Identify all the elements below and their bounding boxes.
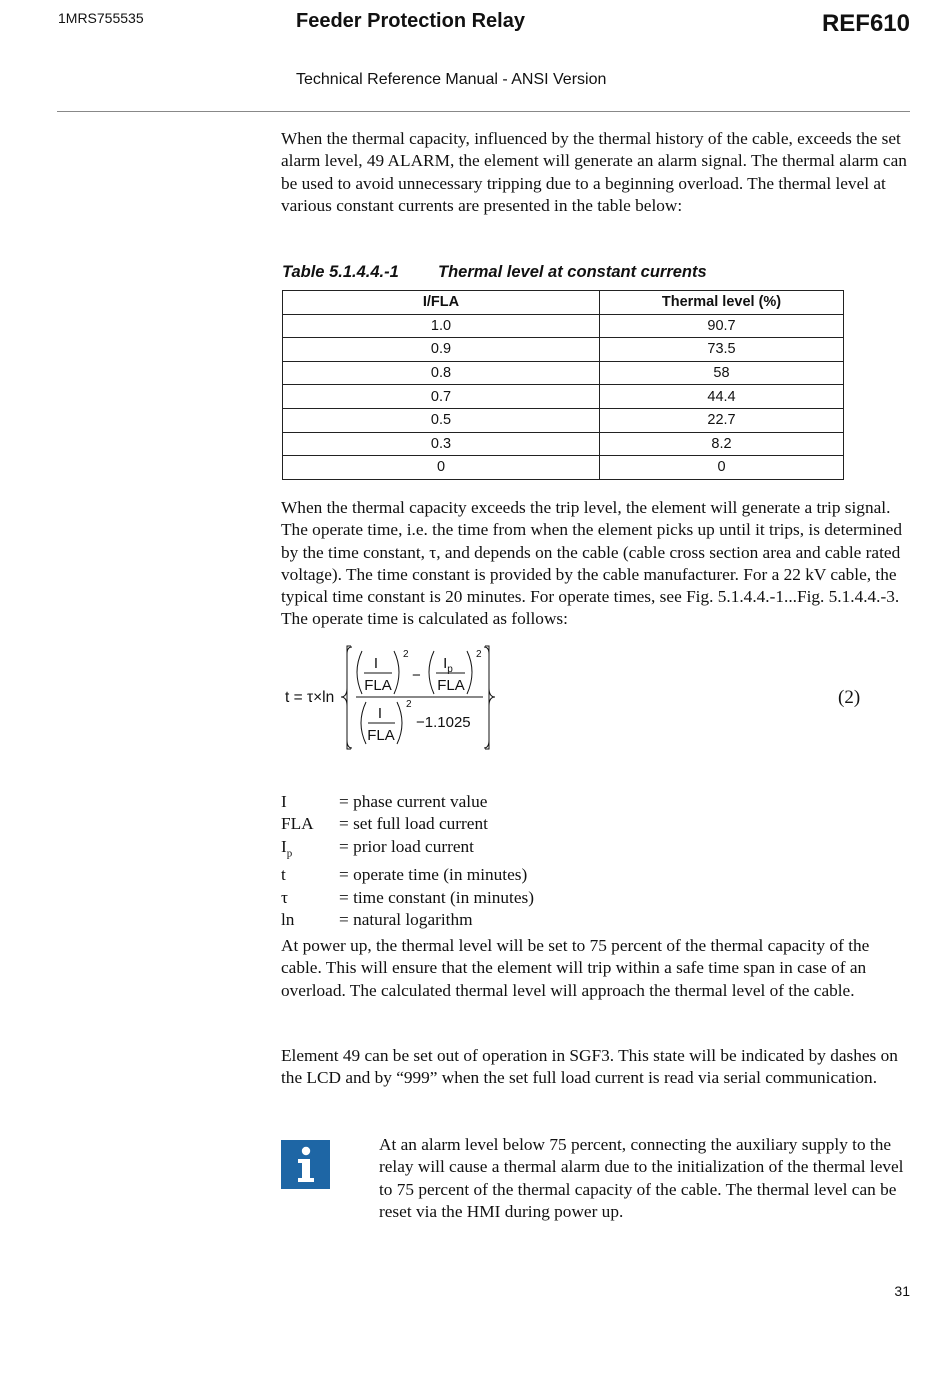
- page-number: 31: [894, 1283, 910, 1299]
- operate-time-equation: [280, 640, 510, 755]
- table-cell: 0.7: [283, 385, 600, 409]
- table-header-row: [283, 291, 844, 315]
- eq-num-exp: 2: [403, 649, 409, 660]
- table-cell: 8.2: [600, 432, 844, 456]
- list-item: τ = time constant (in minutes): [281, 887, 535, 907]
- paragraph-power-up: At power up, the thermal level will be set to 75 percent of the thermal capacity of the cable. This will ensure that the element will trip within a safe time span in case of an overload. The calculated thermal level will approach the thermal level of the cable.: [281, 936, 870, 1000]
- note-text: At an alarm level below 75 percent, connecting the auxiliary supply to the relay will cause a thermal alarm due to the initialization of the thermal level to 75 percent of the thermal capacity of the cable. The thermal level can be reset via the HMI during power up.: [379, 1135, 904, 1221]
- paragraph-thermal-alarm: When the thermal capacity, influenced by the thermal history of the cable, exceeds the set alarm level, 49 ALARM, the element will generate an alarm signal. The thermal alarm can be used to avoid unnecessary tripping due to a beginning overload. The thermal level at various constant currents are presented in the table below:: [281, 129, 907, 215]
- eq-ip-fla: FLA: [437, 677, 465, 694]
- table-row: [283, 432, 844, 456]
- table-cell: 0.5: [283, 408, 600, 432]
- table-number: Table 5.1.4.4.-1: [282, 263, 399, 281]
- table-cell: 44.4: [600, 385, 844, 409]
- list-item: ln = natural logarithm: [281, 909, 473, 929]
- table-cell: 1.0: [283, 314, 600, 338]
- header-divider: [57, 111, 910, 112]
- column-header: Thermal level (%): [600, 291, 844, 315]
- table-cell: 0.3: [283, 432, 600, 456]
- product-name: REF610: [821, 10, 910, 37]
- list-item: $I_p$ = prior load current: [281, 836, 474, 860]
- table-row: [283, 314, 844, 338]
- list-item: FLA = set full load current: [281, 814, 488, 834]
- table-cell: 0: [283, 456, 600, 480]
- table-row: [283, 361, 844, 385]
- list-item: I = phase current value: [281, 792, 488, 811]
- document-title: Feeder Protection Relay: [296, 10, 525, 32]
- paragraph-element-49: Element 49 can be set out of operation in SGF3. This state will be indicated by dashes on the LCD and by “999” when the set full load current is read via serial communication.: [281, 1046, 898, 1088]
- table-cell: 73.5: [600, 338, 844, 362]
- eq-num-fla: FLA: [364, 677, 392, 694]
- table-cell: 0.8: [283, 361, 600, 385]
- table-cell: 58: [600, 361, 844, 385]
- column-header: I/FLA: [283, 291, 600, 315]
- list-item: t = operate time (in minutes): [281, 865, 528, 885]
- equation-number: (2): [838, 687, 861, 708]
- table-caption: [282, 263, 707, 282]
- eq-ip: $I_p$: [443, 655, 453, 675]
- eq-const: −1.1025: [416, 714, 471, 731]
- table-row: [283, 456, 844, 480]
- eq-den-fla: FLA: [367, 727, 395, 744]
- eq-den-exp: 2: [406, 699, 412, 710]
- table-title: Thermal level at constant currents: [438, 263, 707, 281]
- equation-lhs: t = τ×ln: [285, 689, 335, 706]
- eq-minus: −: [412, 667, 421, 684]
- document-id: 1MRS755535: [58, 10, 144, 26]
- table-cell: 90.7: [600, 314, 844, 338]
- info-icon: [281, 1140, 330, 1189]
- table-row: [283, 385, 844, 409]
- paragraph-trip-signal: When the thermal capacity exceeds the trip level, the element will generate a trip signal. The operate time, i.e. the time from when the element picks up until it trips, is determined by the time constant, τ, and depends on the cable (cable cross section area and cable rated voltage). The time constant is provided by the cable manufacturer. For a 22 kV cable, the typical time constant is 20 minutes. For operate times, see Fig. 5.1.4.4.-1...Fig. 5.1.4.4.-3. The operate time is calculated as follows:: [281, 498, 902, 629]
- eq-ip-exp: 2: [476, 649, 482, 660]
- table-cell: 0: [600, 456, 844, 480]
- variable-list: [281, 791, 534, 931]
- manual-subtitle: Technical Reference Manual - ANSI Version: [296, 71, 607, 88]
- table-row: [283, 408, 844, 432]
- table-cell: 0.9: [283, 338, 600, 362]
- table-cell: 22.7: [600, 408, 844, 432]
- eq-den-i: I: [377, 705, 383, 722]
- eq-num-i: I: [373, 655, 379, 672]
- table-row: [283, 338, 844, 362]
- thermal-level-table: [282, 290, 844, 480]
